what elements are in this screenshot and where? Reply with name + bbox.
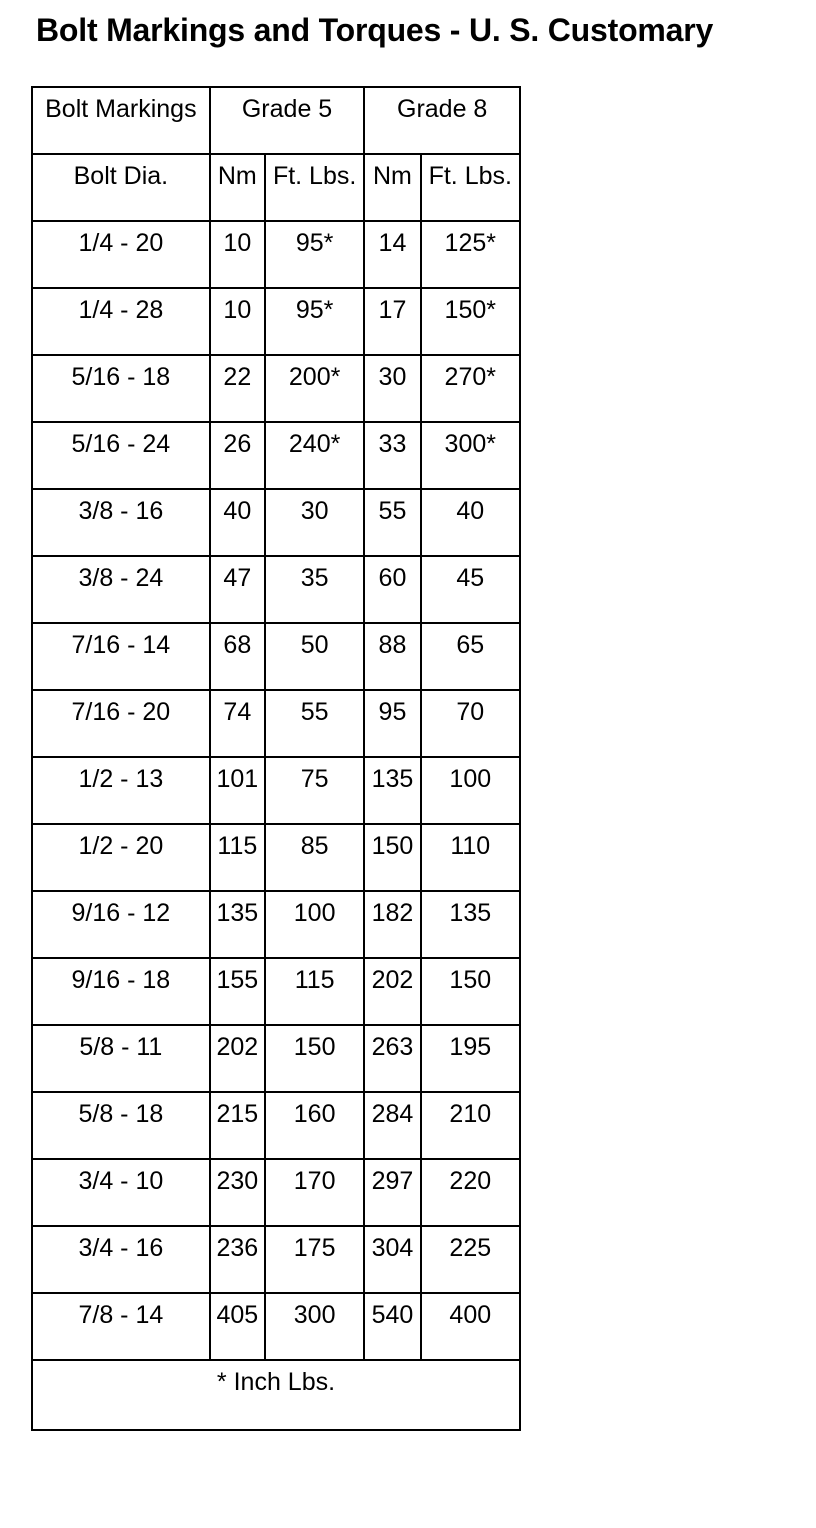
header-grade-8: Grade 8 (364, 87, 520, 154)
bolt-dia-cell: 7/16 - 14 (32, 623, 210, 690)
grade8-nm-cell: 297 (364, 1159, 420, 1226)
grade8-nm-cell: 60 (364, 556, 420, 623)
grade5-ft-lbs-cell: 200* (265, 355, 364, 422)
grade5-ft-lbs-cell: 175 (265, 1226, 364, 1293)
footnote: * Inch Lbs. (32, 1360, 520, 1430)
table-row (32, 221, 520, 288)
table-row (32, 288, 520, 355)
table-row (32, 757, 520, 824)
torque-table-body (32, 87, 520, 1360)
header-grade8-ft-lbs: Ft. Lbs. (421, 154, 520, 221)
grade5-nm-cell: 115 (210, 824, 265, 891)
grade5-ft-lbs-cell: 160 (265, 1092, 364, 1159)
grade5-ft-lbs-cell: 240* (265, 422, 364, 489)
grade8-ft-lbs-cell: 110 (421, 824, 520, 891)
table-row (32, 623, 520, 690)
table-row (32, 1092, 520, 1159)
grade8-nm-cell: 182 (364, 891, 420, 958)
bolt-dia-cell: 7/8 - 14 (32, 1293, 210, 1360)
grade5-ft-lbs-cell: 300 (265, 1293, 364, 1360)
grade8-ft-lbs-cell: 70 (421, 690, 520, 757)
grade5-nm-cell: 101 (210, 757, 265, 824)
bolt-dia-cell: 9/16 - 12 (32, 891, 210, 958)
grade5-nm-cell: 236 (210, 1226, 265, 1293)
grade5-ft-lbs-cell: 150 (265, 1025, 364, 1092)
grade8-ft-lbs-cell: 300* (421, 422, 520, 489)
bolt-dia-cell: 1/2 - 20 (32, 824, 210, 891)
table-row (32, 1226, 520, 1293)
bolt-dia-cell: 5/8 - 11 (32, 1025, 210, 1092)
page-title: Bolt Markings and Torques - U. S. Customary (36, 12, 714, 48)
grade5-nm-cell: 40 (210, 489, 265, 556)
grade8-nm-cell: 55 (364, 489, 420, 556)
bolt-dia-cell: 7/16 - 20 (32, 690, 210, 757)
bolt-dia-cell: 1/2 - 13 (32, 757, 210, 824)
grade5-ft-lbs-cell: 115 (265, 958, 364, 1025)
grade5-nm-cell: 135 (210, 891, 265, 958)
bolt-dia-cell: 1/4 - 28 (32, 288, 210, 355)
grade5-ft-lbs-cell: 95* (265, 221, 364, 288)
table-row (32, 824, 520, 891)
grade8-nm-cell: 30 (364, 355, 420, 422)
grade8-ft-lbs-cell: 150 (421, 958, 520, 1025)
header-row-grades (32, 87, 520, 154)
table-row (32, 1025, 520, 1092)
grade8-ft-lbs-cell: 270* (421, 355, 520, 422)
grade5-ft-lbs-cell: 75 (265, 757, 364, 824)
torque-table (31, 86, 521, 1431)
grade5-ft-lbs-cell: 35 (265, 556, 364, 623)
header-grade5-nm: Nm (210, 154, 265, 221)
grade5-ft-lbs-cell: 55 (265, 690, 364, 757)
grade5-ft-lbs-cell: 50 (265, 623, 364, 690)
bolt-dia-cell: 5/16 - 18 (32, 355, 210, 422)
grade8-ft-lbs-cell: 100 (421, 757, 520, 824)
grade5-nm-cell: 74 (210, 690, 265, 757)
bolt-dia-cell: 3/8 - 24 (32, 556, 210, 623)
table-row (32, 891, 520, 958)
bolt-dia-cell: 5/8 - 18 (32, 1092, 210, 1159)
grade5-nm-cell: 10 (210, 221, 265, 288)
grade5-nm-cell: 26 (210, 422, 265, 489)
grade5-ft-lbs-cell: 100 (265, 891, 364, 958)
table-row (32, 556, 520, 623)
footnote-row (32, 1360, 520, 1430)
grade8-nm-cell: 17 (364, 288, 420, 355)
bolt-dia-cell: 3/8 - 16 (32, 489, 210, 556)
grade8-nm-cell: 33 (364, 422, 420, 489)
bolt-dia-cell: 3/4 - 16 (32, 1226, 210, 1293)
grade8-nm-cell: 540 (364, 1293, 420, 1360)
grade8-ft-lbs-cell: 225 (421, 1226, 520, 1293)
header-grade-5: Grade 5 (210, 87, 365, 154)
grade5-ft-lbs-cell: 30 (265, 489, 364, 556)
bolt-dia-cell: 5/16 - 24 (32, 422, 210, 489)
grade8-nm-cell: 202 (364, 958, 420, 1025)
grade8-nm-cell: 95 (364, 690, 420, 757)
grade8-nm-cell: 88 (364, 623, 420, 690)
grade8-ft-lbs-cell: 40 (421, 489, 520, 556)
grade5-ft-lbs-cell: 85 (265, 824, 364, 891)
bolt-dia-cell: 1/4 - 20 (32, 221, 210, 288)
grade8-nm-cell: 284 (364, 1092, 420, 1159)
table-row (32, 489, 520, 556)
table-row (32, 1159, 520, 1226)
grade5-nm-cell: 202 (210, 1025, 265, 1092)
grade8-ft-lbs-cell: 135 (421, 891, 520, 958)
table-row (32, 958, 520, 1025)
header-bolt-dia: Bolt Dia. (32, 154, 210, 221)
header-grade8-nm: Nm (364, 154, 420, 221)
grade5-nm-cell: 230 (210, 1159, 265, 1226)
grade8-nm-cell: 263 (364, 1025, 420, 1092)
grade8-ft-lbs-cell: 45 (421, 556, 520, 623)
grade8-ft-lbs-cell: 150* (421, 288, 520, 355)
grade8-ft-lbs-cell: 195 (421, 1025, 520, 1092)
grade8-nm-cell: 150 (364, 824, 420, 891)
grade5-nm-cell: 215 (210, 1092, 265, 1159)
grade5-ft-lbs-cell: 170 (265, 1159, 364, 1226)
grade5-nm-cell: 405 (210, 1293, 265, 1360)
table-row (32, 1293, 520, 1360)
bolt-dia-cell: 3/4 - 10 (32, 1159, 210, 1226)
grade5-nm-cell: 68 (210, 623, 265, 690)
grade8-nm-cell: 135 (364, 757, 420, 824)
table-row (32, 355, 520, 422)
bolt-dia-cell: 9/16 - 18 (32, 958, 210, 1025)
grade8-ft-lbs-cell: 220 (421, 1159, 520, 1226)
table-row (32, 422, 520, 489)
grade5-nm-cell: 10 (210, 288, 265, 355)
grade8-nm-cell: 304 (364, 1226, 420, 1293)
grade5-nm-cell: 47 (210, 556, 265, 623)
grade5-nm-cell: 155 (210, 958, 265, 1025)
header-row-units (32, 154, 520, 221)
header-bolt-markings: Bolt Markings (32, 87, 210, 154)
grade8-ft-lbs-cell: 125* (421, 221, 520, 288)
grade8-ft-lbs-cell: 400 (421, 1293, 520, 1360)
grade8-ft-lbs-cell: 65 (421, 623, 520, 690)
header-grade5-ft-lbs: Ft. Lbs. (265, 154, 364, 221)
grade5-nm-cell: 22 (210, 355, 265, 422)
table-row (32, 690, 520, 757)
grade5-ft-lbs-cell: 95* (265, 288, 364, 355)
grade8-ft-lbs-cell: 210 (421, 1092, 520, 1159)
grade8-nm-cell: 14 (364, 221, 420, 288)
